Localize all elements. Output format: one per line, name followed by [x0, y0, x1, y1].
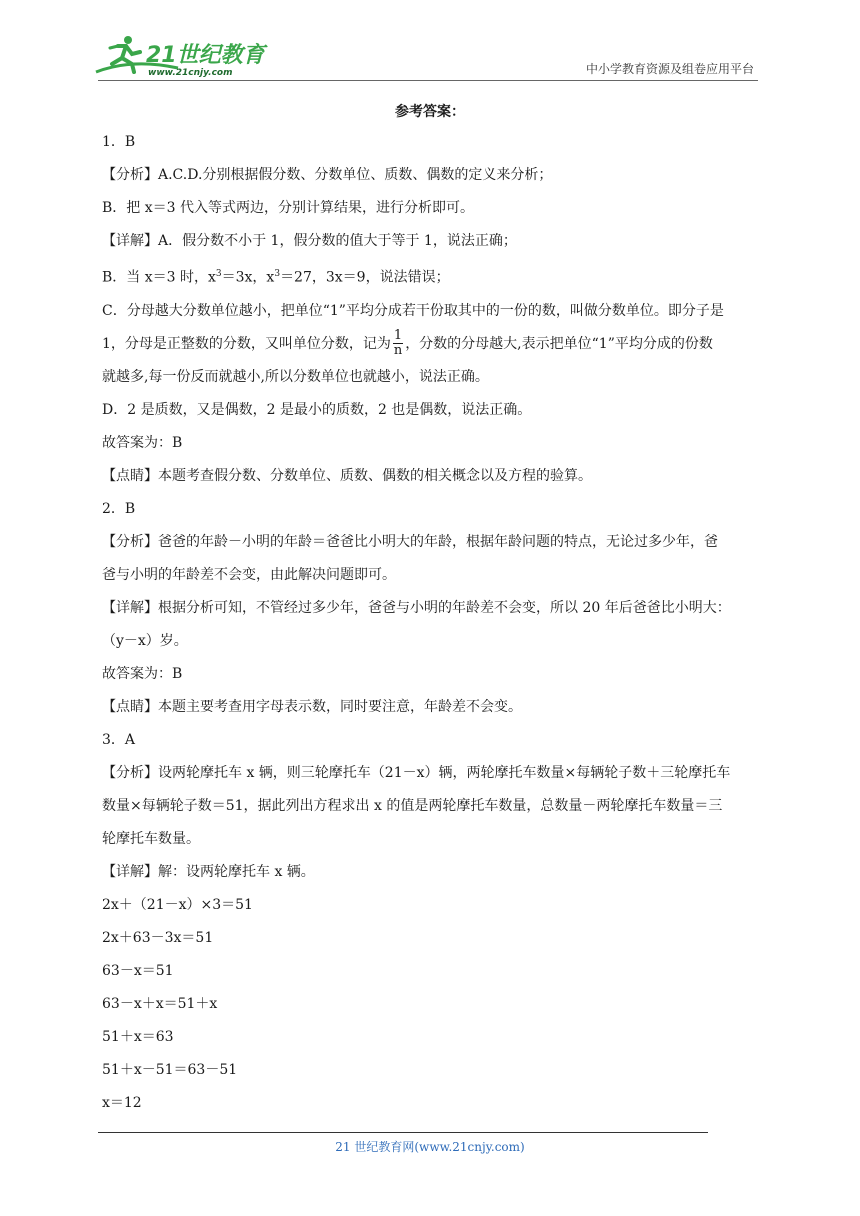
- equation-step: 51＋x－51＝63－51: [102, 1061, 238, 1078]
- q1-answer: 1．B: [102, 134, 136, 150]
- q2-answer: 2．B: [102, 500, 136, 517]
- q2-detail-1: 【详解】根据分析可知，不管经过多少年，爸爸与小明的年龄差不会变，所以 20 年后爸爸比小明大：: [102, 599, 731, 616]
- q3-answer: 3．A: [102, 731, 136, 748]
- q3-analysis-1: 【分析】设两轮摩托车 x 辆，则三轮摩托车（21－x）辆，两轮摩托车数量×每辆轮子数＋三轮摩托车: [102, 764, 731, 781]
- q1-detail-c2-pre: 1，分母是正整数的分数，又叫单位分数，记为: [102, 335, 391, 352]
- q1-detail-b-mid: ＝3x，x: [221, 269, 275, 286]
- unit-fraction: [393, 329, 403, 358]
- equation-step: 63－x＝51: [102, 962, 174, 979]
- q2-analysis-2: 爸与小明的年龄差不会变，由此解决问题即可。: [102, 566, 396, 583]
- power-3: 3: [215, 269, 222, 279]
- q1-detail-b-post: ＝27，3x＝9，说法错误；: [280, 269, 450, 286]
- q1-analysis: 【分析】A.C.D.分别根据假分数、分数单位、质数、偶数的定义来分析；: [102, 167, 553, 183]
- page-title: 参考答案：: [395, 104, 465, 120]
- logo-url: www.21cnjy.com: [148, 68, 233, 78]
- q1-detail-d: D．2 是质数，又是偶数，2 是最小的质数，2 也是偶数，说法正确。: [102, 401, 532, 418]
- site-logo[interactable]: [92, 32, 272, 80]
- q1-detail-a: 【详解】A．假分数不小于 1，假分数的值大于等于 1，说法正确；: [102, 233, 517, 249]
- equation-step: x＝12: [102, 1094, 142, 1111]
- q3-analysis-2: 数量×每辆轮子数＝51，据此列出方程求出 x 的值是两轮摩托车数量，总数量－两轮摩托车数量＝三: [102, 797, 723, 814]
- q1-detail-c1: C．分母越大分数单位越小，把单位“1”平均分成若干份取其中的一份的数，叫做分数单位。即分子是: [102, 302, 724, 319]
- equation-step: 2x＋（21－x）×3＝51: [102, 896, 253, 913]
- power-3: 3: [274, 269, 281, 279]
- q1-detail-b: [102, 258, 762, 295]
- q1-conclusion: 故答案为：B: [102, 434, 183, 451]
- runner-logo-icon: [92, 32, 272, 80]
- q2-comment: 【点睛】本题主要考查用字母表示数，同时要注意，年龄差不会变。: [102, 698, 522, 715]
- footer-link[interactable]: 21 世纪教育网(www.21cnjy.com): [335, 1140, 525, 1154]
- equation-step: 51＋x＝63: [102, 1028, 174, 1045]
- q1-comment: 【点睛】本题考查假分数、分数单位、质数、偶数的相关概念以及方程的验算。: [102, 467, 592, 484]
- q2-conclusion: 故答案为：B: [102, 665, 183, 682]
- platform-name: 中小学教育资源及组卷应用平台: [585, 62, 754, 76]
- fraction-denominator: n: [393, 343, 403, 359]
- q3-detail: 【详解】解：设两轮摩托车 x 辆。: [102, 863, 315, 880]
- header-divider: [98, 80, 758, 81]
- q3-analysis-3: 轮摩托车数量。: [102, 830, 200, 847]
- q2-analysis-1: 【分析】爸爸的年龄－小明的年龄＝爸爸比小明大的年龄，根据年龄问题的特点，无论过多少年，爸: [102, 533, 718, 550]
- answer-content: [102, 126, 762, 1120]
- logo-text: 21世纪教育: [146, 43, 265, 68]
- fraction-numerator: 1: [393, 328, 403, 344]
- q2-detail-2: （y－x）岁。: [102, 632, 188, 649]
- q1-detail-c2-post: ，分数的分母越大,表示把单位“1”平均分成的份数: [405, 335, 713, 352]
- q1-analysis-b: B．把 x＝3 代入等式两边，分别计算结果，进行分析即可。: [102, 200, 474, 216]
- q1-detail-b-pre: B．当 x＝3 时，x: [102, 269, 216, 286]
- footer-divider: [98, 1132, 708, 1133]
- equation-step: 2x＋63－3x＝51: [102, 929, 214, 946]
- q1-detail-c3: 就越多,每一份反而就越小,所以分数单位也就越小，说法正确。: [102, 368, 489, 385]
- q1-detail-c2: [102, 328, 762, 361]
- equation-step: 63－x＋x＝51＋x: [102, 995, 218, 1012]
